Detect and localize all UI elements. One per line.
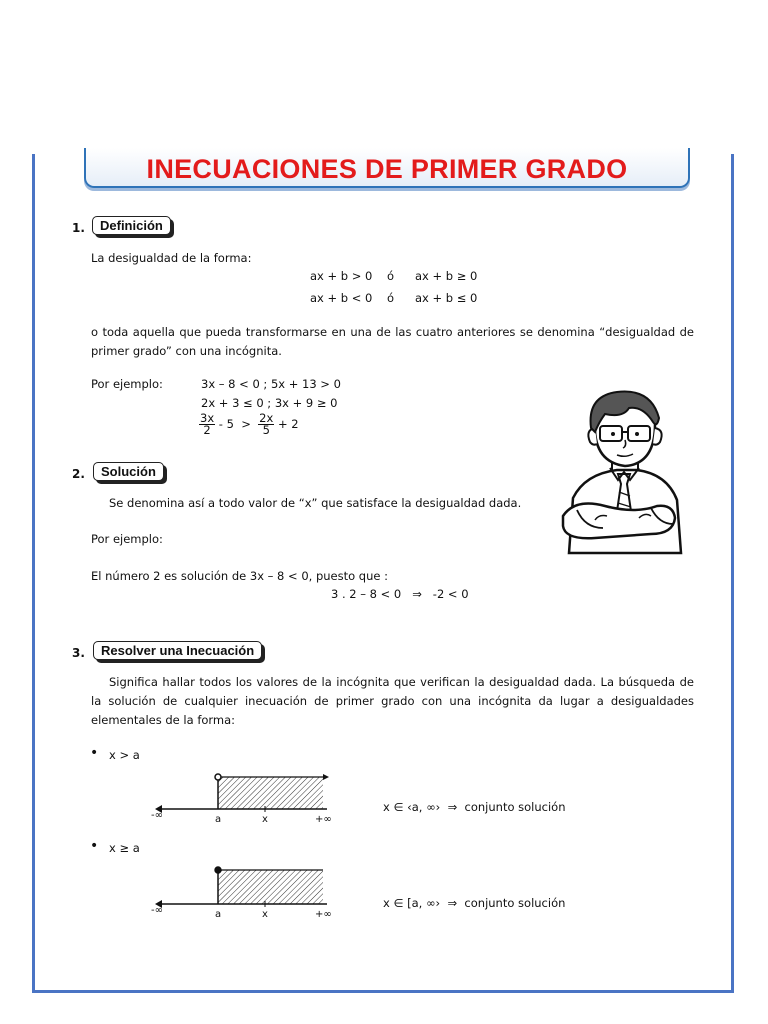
form-or-2: ó bbox=[387, 291, 395, 305]
solution-text: Se denomina así a todo valor de “x” que satisface la desigualdad dada. bbox=[109, 496, 522, 510]
fraction-2 bbox=[258, 413, 274, 436]
case-1-number-line bbox=[145, 770, 335, 825]
section-2-label: Solución bbox=[93, 462, 164, 481]
case-2-result: x ∈ [a, ∞› ⇒ conjunto solución bbox=[383, 896, 566, 910]
solution-example-text: El número 2 es solución de 3x – 8 < 0, puesto que : bbox=[91, 569, 388, 583]
case-2-x-label: x bbox=[262, 909, 268, 919]
case-1-a-label: a bbox=[215, 814, 222, 825]
form-or-1: ó bbox=[387, 269, 395, 283]
definition-intro: La desigualdad de la forma: bbox=[91, 251, 252, 265]
case-2-number-line bbox=[145, 862, 335, 919]
case-2-a-label: a bbox=[215, 909, 222, 919]
case-1-solution-region bbox=[218, 777, 323, 809]
solution-example-calc: 3 . 2 – 8 < 0 ⇒ -2 < 0 bbox=[331, 587, 469, 601]
section-1-number: 1. bbox=[72, 221, 85, 235]
fraction-1 bbox=[199, 413, 215, 436]
case-2-plus-inf: +∞ bbox=[315, 909, 332, 919]
case-2-bullet: • bbox=[90, 838, 99, 854]
case-2-minus-inf: -∞ bbox=[151, 905, 163, 916]
case-1-plus-inf: +∞ bbox=[315, 814, 332, 825]
form-1: ax + b > 0 bbox=[310, 269, 373, 283]
case-1-open-point bbox=[215, 774, 221, 780]
fraction-1-numerator: 3x bbox=[200, 411, 215, 425]
section-3-number: 3. bbox=[72, 646, 85, 660]
case-1-bullet: • bbox=[90, 745, 99, 761]
fraction-2-numerator: 2x bbox=[259, 411, 274, 425]
example-line-1: 3x – 8 < 0 ; 5x + 13 > 0 bbox=[201, 377, 341, 391]
case-1-condition: x > a bbox=[109, 748, 140, 762]
section-1-label: Definición bbox=[92, 216, 171, 235]
case-1-minus-inf: -∞ bbox=[151, 810, 163, 821]
section-3-label: Resolver una Inecuación bbox=[93, 641, 262, 660]
section-2-number: 2. bbox=[72, 467, 85, 481]
form-2: ax + b ≥ 0 bbox=[415, 269, 478, 283]
example-fraction-line bbox=[199, 413, 299, 436]
form-3: ax + b < 0 bbox=[310, 291, 373, 305]
definition-example-label: Por ejemplo: bbox=[91, 377, 163, 391]
case-1-x-label: x bbox=[262, 814, 268, 825]
solve-text: Significa hallar todos los valores de la incógnita que verifican la desigualdad dada. La búsqueda de la solución de cualquier inecuación de primer grado con una incógnita da lugar a desigualdades elementales de la forma: bbox=[91, 675, 694, 727]
definition-text: o toda aquella que pueda transformarse en una de las cuatro anteriores se denomina “desigualdad de primer grado” con una incógnita. bbox=[91, 325, 694, 358]
teacher-illustration bbox=[555, 388, 690, 560]
example-line-2: 2x + 3 ≤ 0 ; 3x + 9 ≥ 0 bbox=[201, 396, 338, 410]
solution-example-label: Por ejemplo: bbox=[91, 532, 163, 546]
form-4: ax + b ≤ 0 bbox=[415, 291, 478, 305]
fraction-middle: - 5 > bbox=[215, 417, 259, 431]
case-2-condition: x ≥ a bbox=[109, 841, 140, 855]
fraction-end: + 2 bbox=[274, 417, 299, 431]
case-2-closed-point bbox=[215, 867, 221, 873]
case-2-solution-region bbox=[218, 870, 323, 904]
case-1-result: x ∈ ‹a, ∞› ⇒ conjunto solución bbox=[383, 800, 566, 814]
page-title: INECUACIONES DE PRIMER GRADO bbox=[146, 154, 628, 184]
fraction-2-denominator: 5 bbox=[262, 423, 270, 437]
fraction-1-denominator: 2 bbox=[203, 423, 211, 437]
